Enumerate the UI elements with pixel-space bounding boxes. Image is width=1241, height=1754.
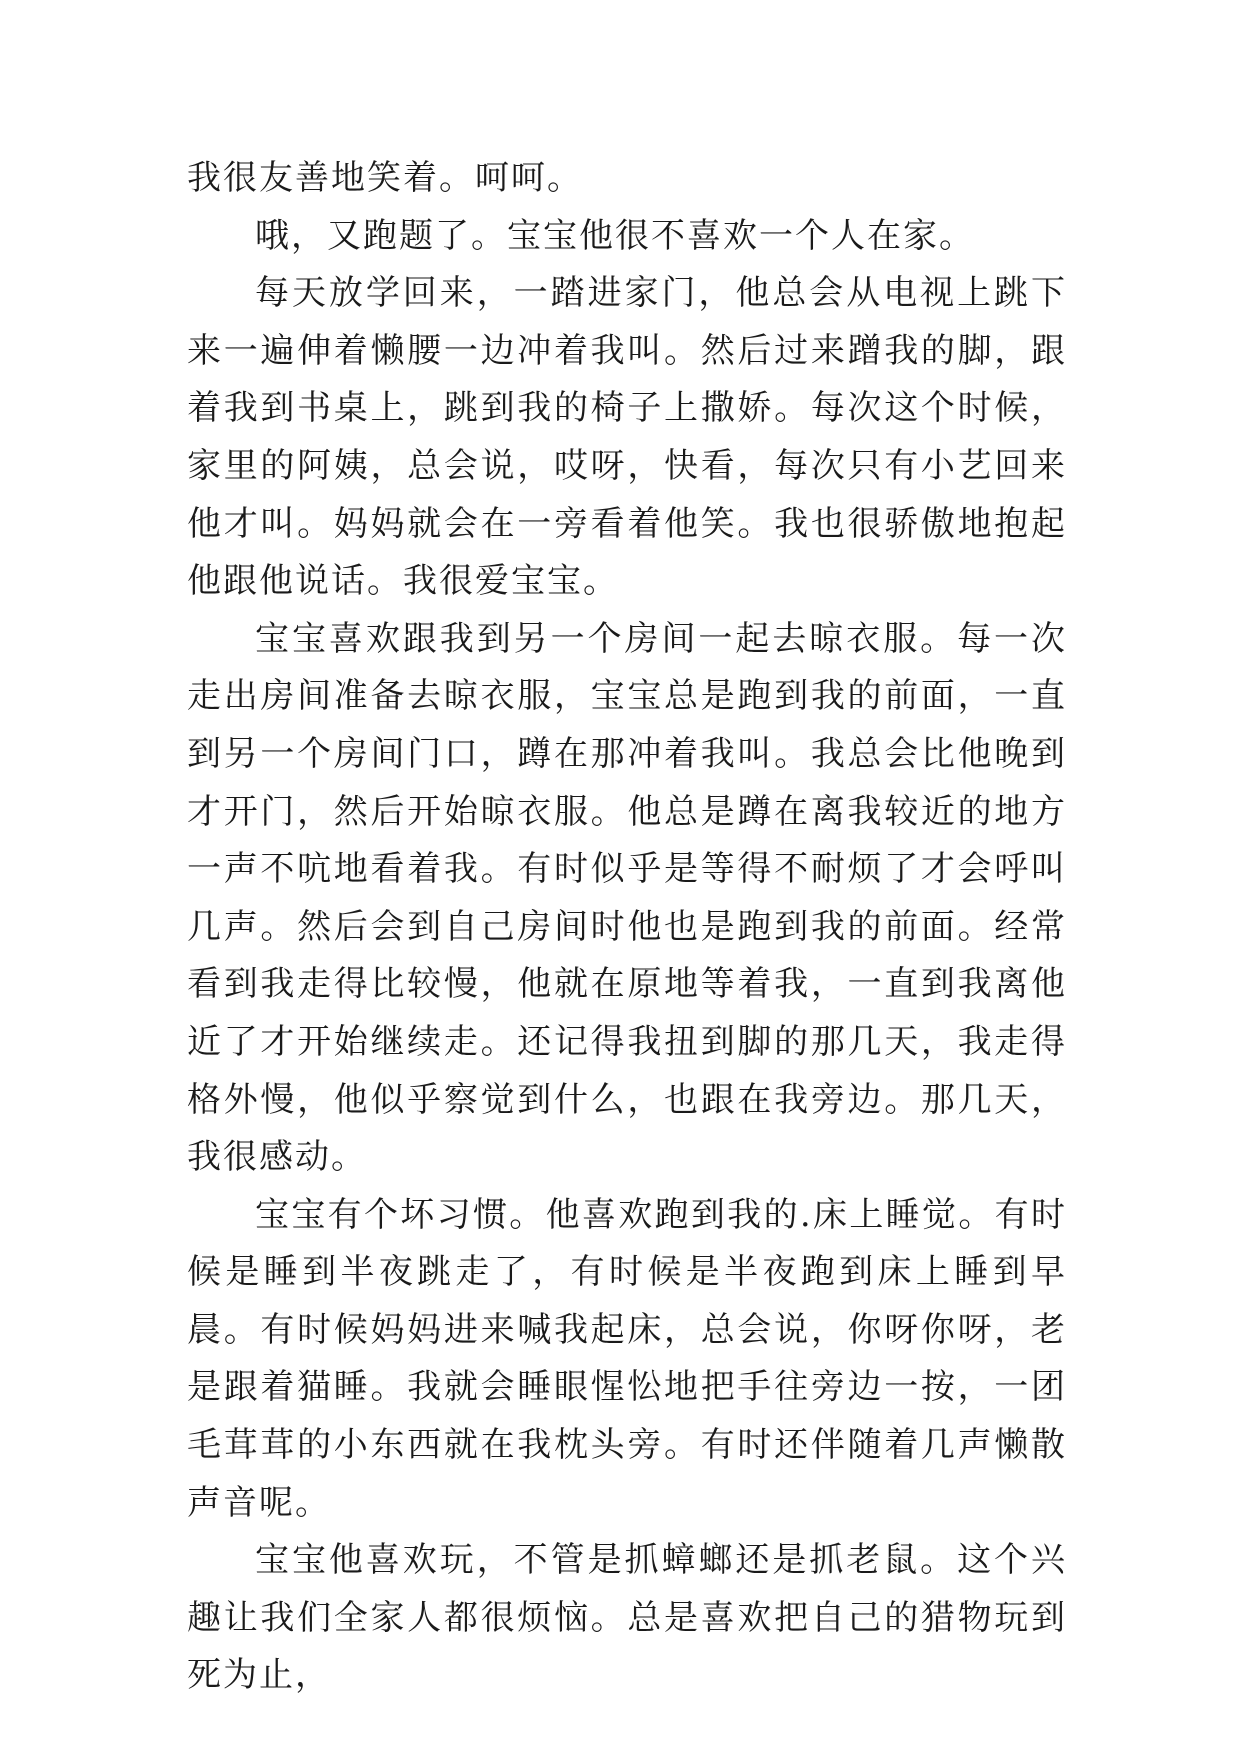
paragraph-3: 每天放学回来，一踏进家门，他总会从电视上跳下来一遍伸着懒腰一边冲着我叫。然后过来蹭我的脚，跟着我到书桌上，跳到我的椅子上撒娇。每次这个时候，家里的阿姨，总会说，哎呀，快看，每次只有小艺回来他才叫。妈妈就会在一旁看着他笑。我也很骄傲地抱起他跟他说话。我很爱宝宝。 <box>187 273 1067 602</box>
body-text <box>187 150 1067 1705</box>
paragraph-4: 宝宝喜欢跟我到另一个房间一起去晾衣服。每一次走出房间准备去晾衣服，宝宝总是跑到我的前面，一直到另一个房间门口，蹲在那冲着我叫。我总会比他晚到才开门，然后开始晾衣服。他总是蹲在离我较近的地方一声不吭地看着我。有时似乎是等得不耐烦了才会呼叫几声。然后会到自己房间时他也是跑到我的前面。经常看到我走得比较慢，他就在原地等着我，一直到我离他近了才开始继续走。还记得我扭到脚的那几天，我走得格外慢，他似乎察觉到什么，也跟在我旁边。那几天，我很感动。 <box>187 618 1067 1178</box>
paragraph-5: 宝宝有个坏习惯。他喜欢跑到我的.床上睡觉。有时候是睡到半夜跳走了，有时候是半夜跑到床上睡到早晨。有时候妈妈进来喊我起床，总会说，你呀你呀，老是跟着猫睡。我就会睡眼惺忪地把手往旁边一按，一团毛茸茸的小东西就在我枕头旁。有时还伴随着几声懒散声音呢。 <box>187 1194 1067 1523</box>
paragraph-6: 宝宝他喜欢玩，不管是抓蟑螂还是抓老鼠。这个兴趣让我们全家人都很烦恼。总是喜欢把自己的猎物玩到死为止， <box>187 1540 1067 1696</box>
paragraph-2: 哦，又跑题了。宝宝他很不喜欢一个人在家。 <box>255 215 975 256</box>
paragraph-1: 我很友善地笑着。呵呵。 <box>187 158 583 198</box>
